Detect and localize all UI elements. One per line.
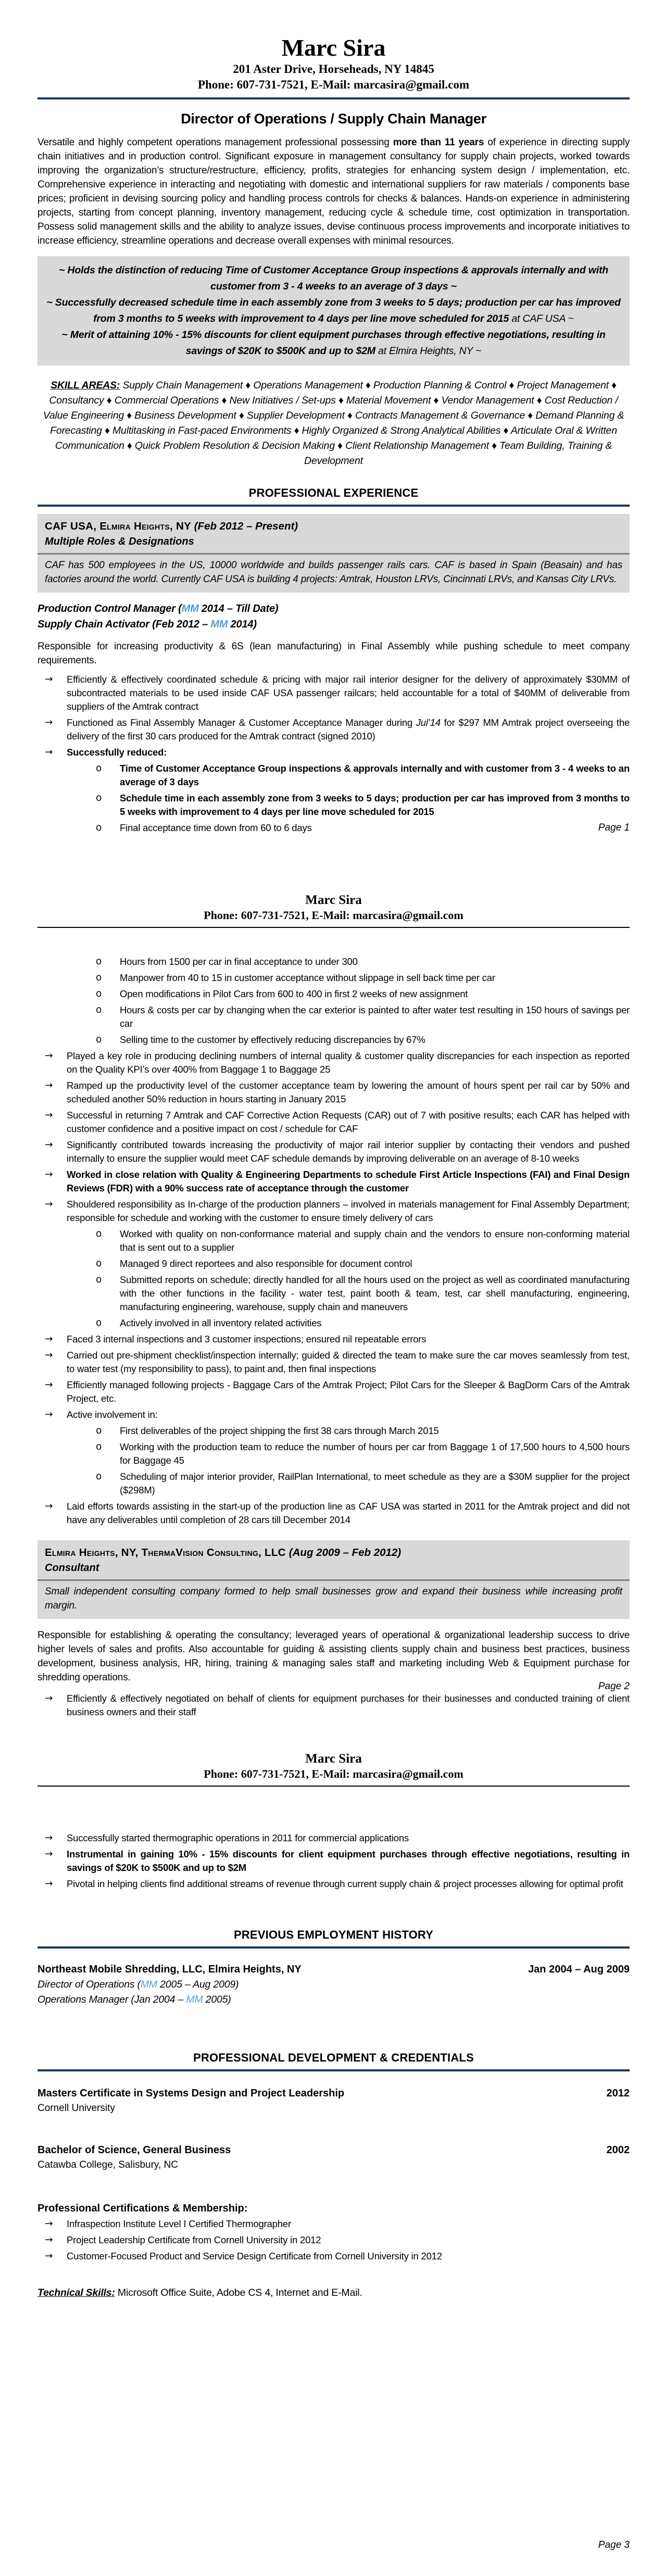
bullet-item [37,1424,630,1438]
bullet-item [37,955,630,969]
employer-designation: Consultant [45,1562,99,1574]
bullet-text: Hours & costs per car by changing when the car exterior is painted to after water test resulting in 150 hours of savings per car [120,1004,630,1029]
arrow-bullet-icon: → [45,1139,53,1150]
thermavision-bullet-list-2 [37,1831,630,1891]
arrow-bullet-icon: → [45,1500,53,1512]
circle-bullet-icon: o [96,1228,102,1239]
arrow-bullet-icon: → [45,674,53,685]
circle-bullet-icon: o [96,1004,102,1015]
credential-title: Masters Certificate in Systems Design and Project Leadership [37,2087,345,2099]
bullet-text: Submitted reports on schedule; directly handled for all the hours used on the project as well as coordinated manufacturing with the other functions in the facility - water test, paint booth & team, test, car shell manufacturing, engineering, manufacturing engineering, warehouse, supply chain and maneuvers [120,1274,630,1312]
bullet-text: for $297 MM Amtrak project overseeing the delivery of the first 30 cars produced for the Amtrak contract (signed 2010) [67,717,630,742]
bullet-item [37,971,630,985]
previous-role-2: Operations Manager (Jan 2004 – MM 2005) [37,1993,231,2005]
bullet-item [37,791,630,819]
bullet-item [37,1316,630,1330]
resume-page-1 [0,0,664,859]
bullet-text: Faced 3 internal inspections and 3 customer inspections; ensured nil repeatable errors [67,1333,427,1344]
circle-bullet-icon: o [96,1274,102,1285]
summary-bold-text: more than 11 years [393,137,484,148]
page-header-name: Marc Sira [305,1752,362,1766]
circle-bullet-icon: o [96,1317,102,1328]
bullet-item [37,1257,630,1271]
bullet-text: Laid efforts towards assisting in the start-up of the production line as CAF USA was started in 2011 for the Amtrak project and did not have any deliverables until completion of 28 cars till December 2014 [67,1500,630,1525]
bullet-item [37,1333,630,1346]
circle-bullet-icon: o [96,793,102,804]
bullet-text: Schedule time in each assembly zone from 3 weeks to 5 days; production per car has improved from 3 months to 5 weeks with improvement to 4 days per line move scheduled for 2015 [120,793,630,818]
bullet-item [37,987,630,1001]
circle-bullet-icon: o [96,1441,102,1452]
bullet-item [37,1198,630,1225]
bullet-text: Efficiently & effectively negotiated on behalf of clients for equipment purchases for their businesses and conducted training of client business owners and their staff [67,1692,630,1717]
highlight-normal: at CAF USA ~ [511,313,574,325]
bullet-item [37,1003,630,1031]
employer-inner-divider [37,1579,630,1581]
bullet-text: Actively involved in all inventory related activities [120,1317,322,1328]
month-placeholder: MM [186,1993,203,2005]
credential-title: Bachelor of Science, General Business [37,2144,231,2156]
bullet-text: Instrumental in gaining 10% - 15% discounts for client equipment purchases through effective negotiations, resulting in savings of $20K to $500K and up to $2M [67,1848,630,1873]
arrow-bullet-icon: → [45,1109,53,1121]
caf-bullet-list-2 [37,955,630,1527]
page-header-contact: Phone: 607-731-7521, E-Mail: marcasira@gmail.com [204,909,463,922]
certifications-list [37,2217,630,2263]
role-title-2: Supply Chain Activator (Feb 2012 – MM 2014) [37,619,257,631]
previous-employer-name: Northeast Mobile Shredding, LLC, Elmira Heights, NY [37,1963,302,1975]
arrow-bullet-icon: → [45,2218,53,2229]
highlight-bold: ~ Merit of attaining 10% - 15% discounts for client equipment purchases through effective negotiations, resulting in savings of $20K to $500K and up to $2M [61,329,606,357]
employer-heading [45,519,622,534]
circle-bullet-icon: o [96,988,102,999]
highlight-bold: ~ Holds the distinction of reducing Time of Customer Acceptance Group inspections & approvals internally and with customer from 3 - 4 weeks to an average of 3 days ~ [59,265,608,293]
previous-employer-dates: Jan 2004 – Aug 2009 [528,1963,630,1975]
role-intro: Responsible for increasing productivity & 6S (lean manufacturing) in Final Assembly while pushing schedule to meet company requirements. [37,641,630,667]
bullet-item [37,1831,630,1845]
role-titles [37,601,630,632]
role-title-1: Production Control Manager (MM 2014 – Till Date) [37,603,279,615]
page-header-divider [37,927,630,928]
arrow-bullet-icon: → [45,1198,53,1210]
bullet-item [37,2217,630,2231]
credential-year: 2002 [606,2144,630,2156]
technical-skills [37,2287,630,2299]
bullet-item [37,1273,630,1314]
bullet-item [37,1378,630,1405]
arrow-bullet-icon: → [45,2234,53,2245]
section-divider [37,505,630,507]
bullet-text: Worked in close relation with Quality & Engineering Departments to schedule First Article Inspections (FAI) and Final Design Reviews (FDR) with a 90% success rate of acceptance through the customer [67,1168,630,1193]
bullet-text: Manpower from 40 to 15 in customer acceptance without slippage in sell back time per car [120,972,495,983]
credential-year: 2012 [606,2087,630,2099]
bullet-item [37,2233,630,2247]
bullet-text: Carried out pre-shipment checklist/inspection internally; guided & directed the team to make sure the car moves seamlessly from test, to water test (my responsibility to pass), to paint and, then final inspections [67,1349,630,1374]
bullet-text: Working with the production team to reduce the number of hours per car from Baggage 1 of 17,500 hours to 4,500 hours for Baggage 45 [120,1441,630,1466]
header-divider [37,97,630,99]
employer-name: Elmira Heights, NY, ThermaVision Consulting, LLC [45,1546,289,1559]
arrow-bullet-icon: → [45,747,53,758]
bullet-item [37,1470,630,1497]
bullet-item [37,1877,630,1891]
summary-paragraph [37,135,630,248]
summary-text: Versatile and highly competent operations management professional possessing [37,137,393,148]
bullet-text: Active involvement in: [67,1409,158,1420]
candidate-contact: Phone: 607-731-7521, E-Mail: marcasira@gmail.com [197,78,470,91]
circle-bullet-icon: o [96,1425,102,1436]
certifications-heading: Professional Certifications & Membership: [37,2202,248,2214]
arrow-bullet-icon: → [45,1848,53,1859]
bullet-item [37,673,630,713]
bullet-item [37,1033,630,1047]
arrow-bullet-icon: → [45,1333,53,1344]
bullet-text: Worked with quality on non-conformance material and supply chain and the vendors to ensure non-conforming material that is sent out to a supplier [120,1228,630,1253]
page-number: Page 3 [598,2540,630,2550]
bullet-item [37,1848,630,1875]
circle-bullet-icon: o [96,1258,102,1269]
skill-areas [37,378,630,469]
previous-role-1: Director of Operations (MM 2005 – Aug 2009) [37,1978,239,1990]
employer-thermavision-box [37,1540,630,1619]
section-divider [37,1946,630,1949]
resume-headline: Director of Operations / Supply Chain Manager [181,111,486,127]
bullet-item [37,821,630,835]
bullet-item [37,1692,630,1717]
resume-page-3 [0,1717,664,2576]
bullet-item [37,716,630,743]
bullet-text: Selling time to the customer by effectively reducing discrepancies by 67% [120,1034,425,1045]
page-header-divider [37,1786,630,1787]
bullet-text: Jul’14 [416,717,441,728]
page-header-name: Marc Sira [305,893,362,907]
arrow-bullet-icon: → [45,1050,53,1061]
skill-areas-list: Supply Chain Management ♦ Operations Management ♦ Production Planning & Control ♦ Project Management ♦ Consultancy ♦ Commercial Operations ♦ New Initiatives / Set-ups ♦ Material Movement ♦ Vendor Management ♦ Cost Reduction / Value Engineering ♦ Business Development ♦ Supplier Development ♦ Contracts Management & Governance ♦ Demand Planning & Forecasting ♦ Multitasking in Fast-paced Environments ♦ Highly Organized & Strong Analytical Abilities ♦ Articulate Oral & Written Communication ♦ Quick Problem Resolution & Decision Making ♦ Client Relationship Management ♦ Team Building, Training & Development [43,380,624,467]
employer-description: Small independent consulting company formed to help small businesses grow and expand their business while increasing profit margin. [45,1586,622,1611]
section-divider [37,2069,630,2071]
section-previous-employment: PREVIOUS EMPLOYMENT HISTORY [233,1928,434,1941]
thermavision-bullet-list [37,1692,630,1717]
bullet-item [37,1168,630,1195]
highlight-line [46,327,621,359]
bullet-text: Successfully started thermographic operations in 2011 for commercial applications [67,1832,409,1843]
employer-name: CAF USA, Elmira Heights, NY [45,520,194,533]
highlight-line [46,262,621,295]
bullet-text: Customer-Focused Product and Service Design Certificate from Cornell University in 2012 [67,2250,442,2261]
bullet-text: Time of Customer Acceptance Group inspections & approvals internally and with customer from 3 - 4 weeks to an average of 3 days [120,763,630,788]
bullet-text: Successful in returning 7 Amtrak and CAF Corrective Action Requests (CAR) out of 7 with positive results; each CAR has helped with customer confidence and a positive impact on cost / schedule for CAF [67,1109,630,1134]
employer-dates: (Feb 2012 – Present) [194,520,298,533]
candidate-name: Marc Sira [281,34,386,61]
arrow-bullet-icon: → [45,1832,53,1843]
bullet-text: Pivotal in helping clients find additional streams of revenue through current supply chain & project processes allowing for optimal profit [67,1878,623,1889]
highlights-box [37,256,630,366]
bullet-text: Managed 9 direct reportees and also responsible for document control [120,1258,412,1269]
month-placeholder: MM [140,1978,157,1990]
bullet-item [37,1408,630,1422]
bullet-text: Infraspection Institute Level I Certified Thermographer [67,2218,291,2229]
bullet-item [37,1079,630,1106]
credential-row [37,2086,630,2101]
bullet-item [37,746,630,759]
employer-designation: Multiple Roles & Designations [45,536,194,548]
credential-institution: Cornell University [37,2102,115,2114]
month-placeholder: MM [181,603,199,615]
arrow-bullet-icon: → [45,1079,53,1091]
arrow-bullet-icon: → [45,1168,53,1180]
month-placeholder: MM [210,619,228,631]
bullet-item [37,1227,630,1254]
bullet-item [37,1138,630,1165]
arrow-bullet-icon: → [45,1379,53,1390]
highlight-normal: at Elmira Heights, NY ~ [378,345,482,357]
bullet-text: Shouldered responsibility as In-charge of the production planners – involved in materials management for Final Assembly Department; responsible for schedule and working with the customer to ensure timely delivery of cars [67,1198,630,1223]
skill-areas-label: SKILL AREAS: [51,380,120,392]
resume-page-2 [0,859,664,1717]
employer-description: CAF has 500 employees in the US, 10000 worldwide and builds passenger rails cars. CAF is based in Spain (Beasain) and has factories around the world. Currently CAF USA is building 4 projects: Amtrak, Houston LRVs, Cincinnati LRVs, and Kansas City LRVs. [45,560,622,585]
employer-dates: (Aug 2009 – Feb 2012) [289,1546,402,1559]
circle-bullet-icon: o [96,972,102,983]
credential-row [37,2143,630,2158]
bullet-item [37,1440,630,1467]
bullet-text: Efficiently & effectively coordinated schedule & pricing with major rail interior designer for the delivery of approximately $30MM of subcontracted materials to be used inside CAF USA passenger railcars; held accountable for a total of $40MM of deliverable from suppliers of the Amtrak contract [67,674,630,712]
consultancy-intro: Responsible for establishing & operating the consultancy; leveraged years of operational & organizational leadership success to drive higher levels of sales and profits. Also accountable for guiding & assisting clients supply chain and business best practices, business development, business analysis, HR, hiring, training & managing sales staff and marketing including Web & Equipment purchase for shredding operations. [37,1629,630,1683]
credential-institution: Catawba College, Salisbury, NC [37,2159,178,2170]
bullet-item [37,1049,630,1076]
bullet-item [37,1500,630,1527]
section-professional-experience: PROFESSIONAL EXPERIENCE [248,486,419,500]
bullet-text: Efficiently managed following projects - Baggage Cars of the Amtrak Project; Pilot Cars for the Sleeper & BagDorm Cars of the Amtrak Project, etc. [67,1379,630,1404]
candidate-address: 201 Aster Drive, Horseheads, NY 14845 [233,62,434,76]
caf-bullet-list-1 [37,673,630,835]
bullet-text: Successfully reduced: [67,747,167,758]
circle-bullet-icon: o [96,763,102,774]
highlight-bold: ~ Successfully decreased schedule time in each assembly zone from 3 weeks to 5 days; production per car has improved from 3 months to 5 weeks with improvement to 4 days per line move scheduled for 2015 [46,297,621,325]
arrow-bullet-icon: → [45,717,53,728]
bullet-text: Scheduling of major interior provider, RailPlan International, to meet schedule as they are a $30M supplier for the project ($298M) [120,1471,630,1496]
bullet-item [37,1109,630,1136]
bullet-item [37,762,630,789]
previous-employer-row [37,1962,630,1977]
employer-heading [45,1545,622,1561]
bullet-text: Significantly contributed towards increasing the productivity of major rail interior supplier by contacting their vendors and pushed internally to ensure the supplier would meet CAF schedule demands by improving deliverable on an average of 8-10 weeks [67,1139,630,1164]
bullet-text: Project Leadership Certificate from Cornell University in 2012 [67,2234,321,2245]
technical-skills-text: Microsoft Office Suite, Adobe CS 4, Internet and E-Mail. [115,2286,362,2298]
arrow-bullet-icon: → [45,1349,53,1361]
page-header-contact: Phone: 607-731-7521, E-Mail: marcasira@gmail.com [204,1767,463,1781]
arrow-bullet-icon: → [45,1409,53,1420]
bullet-text: Functioned as Final Assembly Manager & Customer Acceptance Manager during [67,717,416,728]
employer-caf-box [37,514,630,593]
circle-bullet-icon: o [96,1034,102,1045]
employer-inner-divider [37,553,630,555]
highlight-line [46,295,621,327]
circle-bullet-icon: o [96,822,102,834]
page-number: Page 1 [598,822,630,833]
arrow-bullet-icon: → [45,1878,53,1889]
bullet-text: Open modifications in Pilot Cars from 600 to 400 in first 2 weeks of new assignment [120,988,468,999]
page-number: Page 2 [598,1681,630,1692]
bullet-text: Hours from 1500 per car in final acceptance to under 300 [120,956,358,967]
bullet-text: Ramped up the productivity level of the customer acceptance team by lowering the amount of hours spent per rail car by 50% and scheduled another 50% reduction in hours starting in January 2015 [67,1079,630,1104]
circle-bullet-icon: o [96,1471,102,1482]
section-credentials: PROFESSIONAL DEVELOPMENT & CREDENTIALS [193,2051,474,2064]
bullet-text: Played a key role in producing declining numbers of internal quality & customer quality discrepancies for each inspection as reported on the Quality KPI’s over 400% from Baggage 1 to Baggage 25 [67,1050,630,1075]
arrow-bullet-icon: → [45,1692,53,1704]
bullet-item [37,2250,630,2263]
bullet-text: Final acceptance time down from 60 to 6 days [120,822,312,834]
arrow-bullet-icon: → [45,2250,53,2261]
bullet-text: First deliverables of the project shipping the first 38 cars through March 2015 [120,1425,439,1436]
summary-text-cont: of experience in directing supply chain initiatives and in production control. Significant exposure in management consultancy for supply chain projects, worked towards improving the organization’s structure/restructure, efficiency, profits, strategies for enhancing system design / implementation, etc. Comprehensive experience in interacting and negotiating with domestic and international suppliers for raw materials / components base prices; proficient in devising sourcing policy and handling process controls for checks & balances. Hands-on experience in administering projects, starting from concept planning, inventory management, reducing cycle & schedule time, cost optimization in transportation. Possess solid management skills and the ability to analyze issues, devise continuous process improvements and incorporate initiatives to increase efficiency, streamline operations and decrease overall expenses with minimal resources. [37,137,630,247]
circle-bullet-icon: o [96,956,102,967]
technical-skills-label: Technical Skills: [37,2286,115,2298]
bullet-item [37,1349,630,1376]
